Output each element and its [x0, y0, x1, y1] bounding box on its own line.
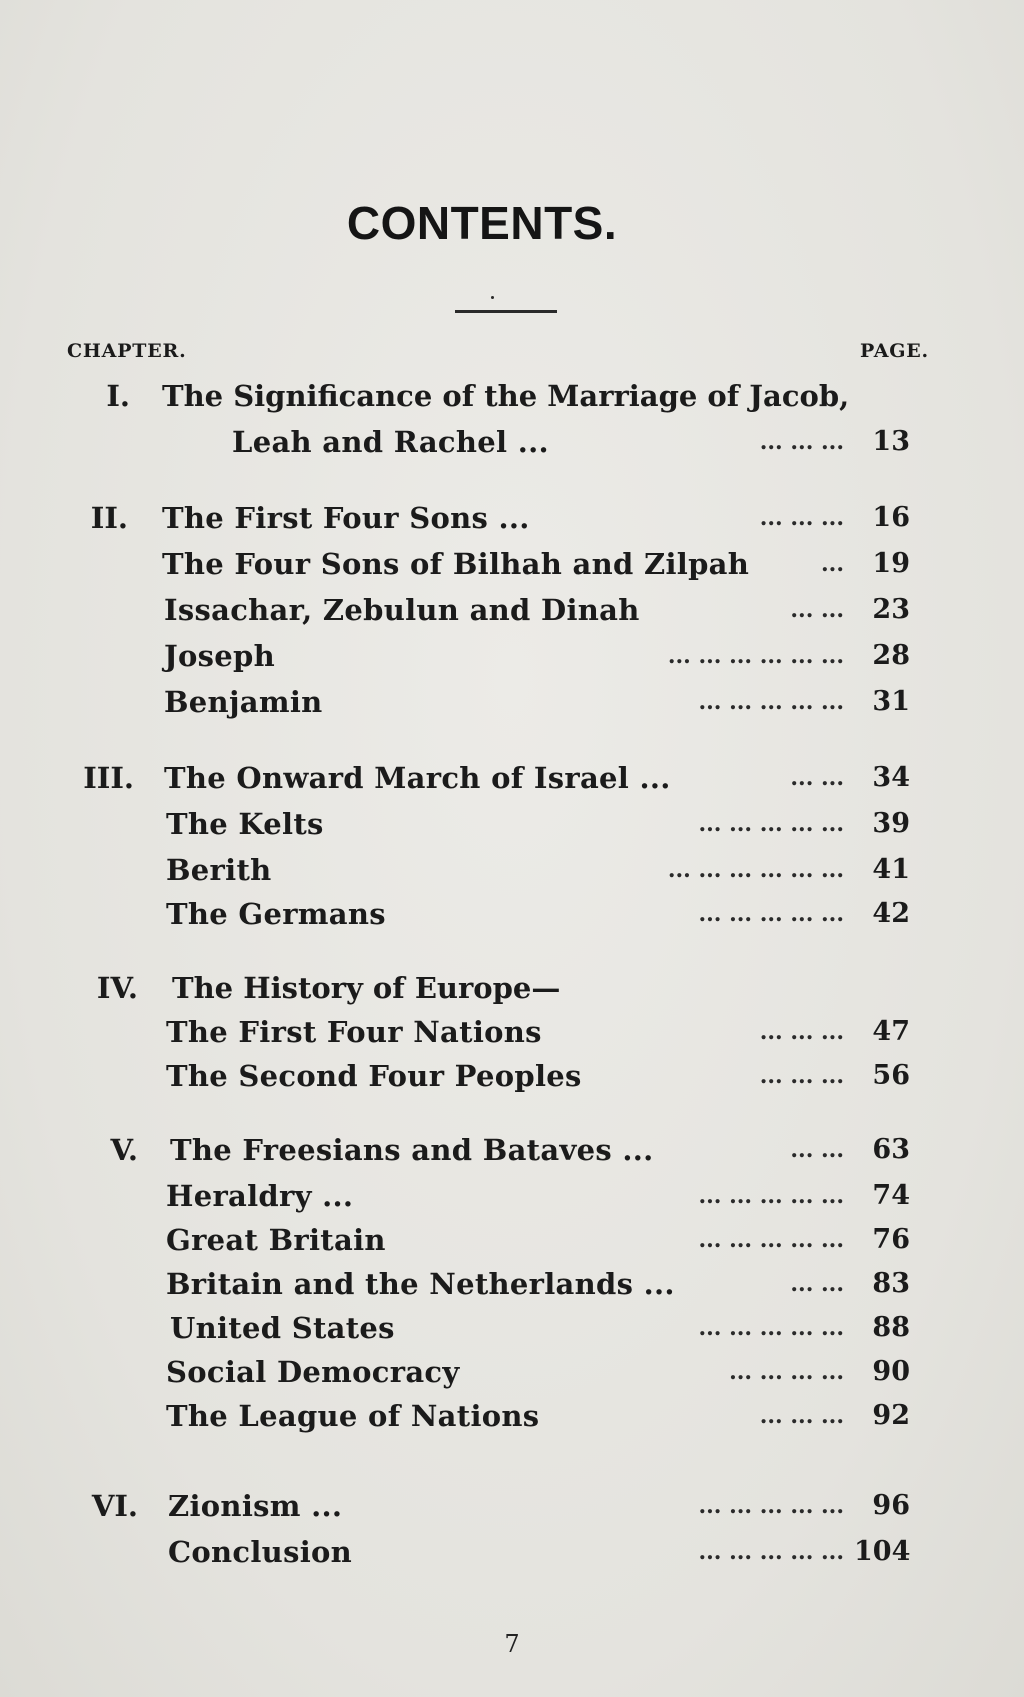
- leader-dots: ... ... ... ... ...: [698, 1183, 844, 1209]
- toc-entry-title: Benjamin: [164, 685, 323, 719]
- leader-dots: ... ... ... ... ...: [698, 1539, 844, 1565]
- page-title: CONTENTS.: [346, 197, 618, 249]
- toc-entry-page: 31: [872, 686, 910, 717]
- toc-entry: [166, 1396, 910, 1436]
- leader-dots: ... ... ... ... ...: [698, 901, 844, 927]
- toc-entry: [164, 590, 910, 630]
- chapter-title-line: The History of Europe—: [172, 971, 561, 1005]
- toc-entry-title: The Second Four Peoples: [166, 1059, 582, 1093]
- page-column-header: PAGE.: [860, 340, 929, 362]
- toc-entry-page: 34: [872, 762, 910, 793]
- toc-entry-page: 83: [872, 1268, 910, 1299]
- toc-entry: [164, 636, 910, 676]
- toc-entry: [166, 1176, 910, 1216]
- toc-entry: [162, 498, 910, 538]
- toc-entry-title: The Germans: [166, 897, 386, 931]
- toc-entry-page: 23: [872, 594, 910, 625]
- chapter-column-header: CHAPTER.: [67, 340, 187, 362]
- toc-entry: [168, 1532, 910, 1572]
- leader-dots: ... ... ... ... ...: [698, 811, 844, 837]
- leader-dots: ... ... ... ... ...: [698, 1227, 844, 1253]
- leader-dots: ...: [821, 551, 844, 577]
- toc-entry: [164, 758, 910, 798]
- chapter-title-line: The Significance of the Marriage of Jacob,: [162, 379, 850, 413]
- leader-dots: ... ...: [790, 1271, 844, 1297]
- toc-entry-title: The First Four Nations: [166, 1015, 542, 1049]
- leader-dots: ... ... ...: [759, 1019, 844, 1045]
- leader-dots: ... ... ...: [759, 1403, 844, 1429]
- toc-entry-title: Social Democracy: [166, 1355, 460, 1389]
- toc-entry-title: United States: [170, 1311, 395, 1345]
- leader-dots: ... ... ... ... ...: [698, 689, 844, 715]
- chapter-numeral: IV.: [96, 971, 138, 1005]
- toc-entry-title: Berith: [166, 853, 272, 887]
- leader-dots: ... ... ... ... ... ...: [667, 643, 844, 669]
- toc-entry-page: 16: [872, 502, 910, 533]
- leader-dots: ... ... ... ... ...: [698, 1493, 844, 1519]
- toc-entry-page: 39: [872, 808, 910, 839]
- toc-entry: [166, 850, 910, 890]
- leader-dots: ... ...: [790, 765, 844, 791]
- ornament-dot: [491, 296, 494, 299]
- chapter-numeral: I.: [106, 379, 130, 413]
- chapter-numeral: II.: [90, 501, 128, 535]
- toc-entry-page: 56: [872, 1060, 910, 1091]
- toc-entry-title: Britain and the Netherlands ...: [166, 1267, 675, 1301]
- chapter-numeral: VI.: [91, 1489, 138, 1523]
- toc-entry-page: 42: [872, 898, 910, 929]
- toc-entry: [166, 1220, 910, 1260]
- toc-entry-title: Great Britain: [166, 1223, 386, 1257]
- leader-dots: ... ... ... ... ...: [698, 1315, 844, 1341]
- toc-entry-page: 74: [872, 1180, 910, 1211]
- toc-entry-page: 90: [872, 1356, 910, 1387]
- toc-entry: [164, 682, 910, 722]
- leader-dots: ... ... ... ... ... ...: [667, 857, 844, 883]
- toc-entry: [166, 804, 910, 844]
- toc-entry: [162, 544, 910, 584]
- toc-entry-title: The Kelts: [166, 807, 324, 841]
- toc-entry: [166, 1056, 910, 1096]
- toc-entry-title: The Freesians and Bataves ...: [170, 1133, 654, 1167]
- toc-entry: [170, 1130, 910, 1170]
- toc-entry-title: Conclusion: [168, 1535, 353, 1569]
- toc-entry-title: Joseph: [164, 639, 276, 673]
- toc-entry: [166, 894, 910, 934]
- leader-dots: ... ...: [790, 1137, 844, 1163]
- chapter-numeral: V.: [110, 1133, 138, 1167]
- toc-entry-title: The Four Sons of Bilhah and Zilpah: [162, 547, 750, 581]
- toc-entry: [232, 422, 910, 462]
- leader-dots: ... ... ...: [759, 505, 844, 531]
- toc-entry-page: 88: [872, 1312, 910, 1343]
- page-number: 7: [504, 1630, 520, 1658]
- leader-dots: ... ... ... ...: [729, 1359, 844, 1385]
- toc-entry: [170, 1308, 910, 1348]
- toc-entry-page: 41: [872, 854, 910, 885]
- toc-entry: [166, 1264, 910, 1304]
- leader-dots: ... ...: [790, 597, 844, 623]
- toc-entry-page: 63: [872, 1134, 910, 1165]
- toc-entry-title: The Onward March of Israel ...: [164, 761, 671, 795]
- toc-entry-page: 13: [872, 426, 910, 457]
- toc-entry-page: 28: [872, 640, 910, 671]
- toc-entry-title: Heraldry ...: [166, 1179, 354, 1213]
- toc-entry-title: The First Four Sons ...: [162, 501, 530, 535]
- chapter-numeral: III.: [83, 761, 134, 795]
- toc-entry-page: 104: [854, 1536, 911, 1567]
- toc-entry-page: 47: [872, 1016, 910, 1047]
- toc-entry: [168, 1486, 910, 1526]
- toc-entry: [166, 1352, 910, 1392]
- toc-entry-title: Zionism ...: [168, 1489, 343, 1523]
- leader-dots: ... ... ...: [759, 1063, 844, 1089]
- toc-entry-title: The League of Nations: [166, 1399, 540, 1433]
- toc-entry-title: Leah and Rachel ...: [232, 425, 549, 459]
- title-rule: [455, 310, 557, 313]
- toc-entry-title: Issachar, Zebulun and Dinah: [164, 593, 640, 627]
- toc-entry-page: 19: [872, 548, 910, 579]
- toc-entry: [166, 1012, 910, 1052]
- leader-dots: ... ... ...: [759, 429, 844, 455]
- toc-entry-page: 96: [872, 1490, 910, 1521]
- toc-entry-page: 76: [872, 1224, 910, 1255]
- toc-entry-page: 92: [872, 1400, 910, 1431]
